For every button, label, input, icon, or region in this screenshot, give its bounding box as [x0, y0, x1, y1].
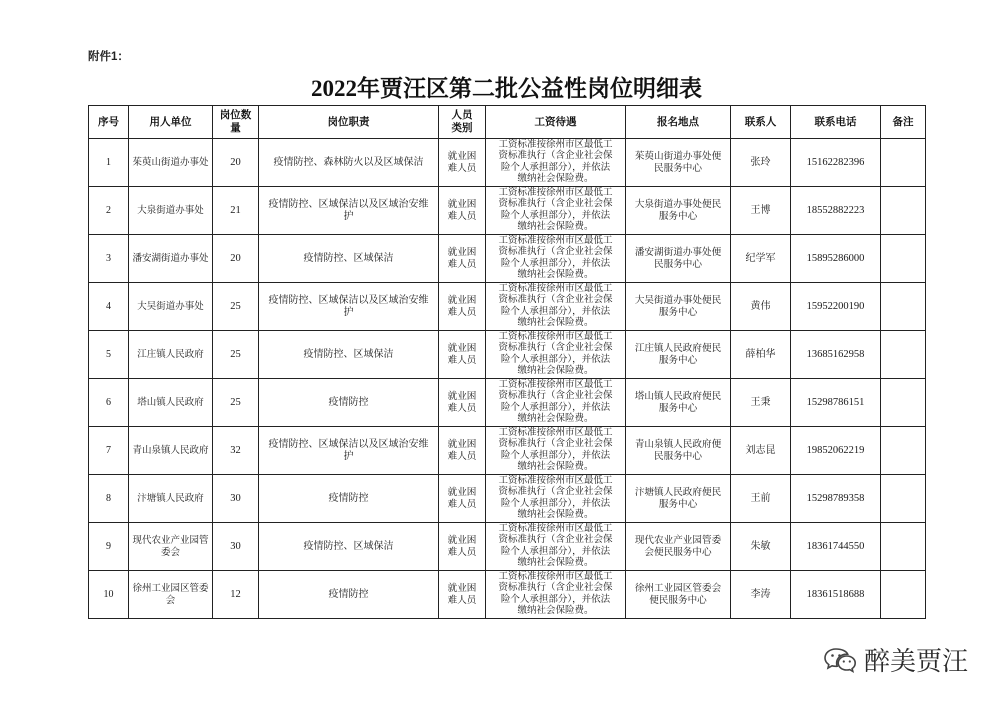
- phone-cell: 19852062219: [791, 427, 881, 475]
- duties-cell: 疫情防控: [259, 475, 439, 523]
- category-cell: 就业困难人员: [439, 139, 486, 187]
- header-salary: 工资待遇: [486, 106, 626, 139]
- header-no: 序号: [89, 106, 129, 139]
- employer-cell: 现代农业产业园管委会: [129, 523, 213, 571]
- watermark: [824, 646, 968, 676]
- row-number: 8: [89, 475, 129, 523]
- contact-cell: 黄伟: [731, 283, 791, 331]
- contact-cell: 李涛: [731, 571, 791, 619]
- header-positions: 岗位数量: [213, 106, 259, 139]
- phone-cell: 15298786151: [791, 379, 881, 427]
- employer-cell: 大泉街道办事处: [129, 187, 213, 235]
- position-count-cell: 32: [213, 427, 259, 475]
- employer-cell: 江庄镇人民政府: [129, 331, 213, 379]
- category-cell: 就业困难人员: [439, 475, 486, 523]
- salary-cell: 工资标准按徐州市区最低工资标准执行（含企业社会保险个人承担部分），并依法缴纳社会保险费。: [486, 235, 626, 283]
- row-number: 6: [89, 379, 129, 427]
- table-row: [89, 283, 926, 331]
- remark-cell: [881, 571, 926, 619]
- category-cell: 就业困难人员: [439, 523, 486, 571]
- salary-cell: 工资标准按徐州市区最低工资标准执行（含企业社会保险个人承担部分），并依法缴纳社会保险费。: [486, 187, 626, 235]
- row-number: 1: [89, 139, 129, 187]
- employer-cell: 塔山镇人民政府: [129, 379, 213, 427]
- position-count-cell: 20: [213, 139, 259, 187]
- category-cell: 就业困难人员: [439, 571, 486, 619]
- position-count-cell: 30: [213, 523, 259, 571]
- phone-cell: 13685162958: [791, 331, 881, 379]
- remark-cell: [881, 283, 926, 331]
- table-row: [89, 571, 926, 619]
- header-contact: 联系人: [731, 106, 791, 139]
- category-cell: 就业困难人员: [439, 235, 486, 283]
- location-cell: 塔山镇人民政府便民服务中心: [626, 379, 731, 427]
- category-cell: 就业困难人员: [439, 283, 486, 331]
- salary-cell: 工资标准按徐州市区最低工资标准执行（含企业社会保险个人承担部分），并依法缴纳社会保险费。: [486, 571, 626, 619]
- remark-cell: [881, 475, 926, 523]
- salary-cell: 工资标准按徐州市区最低工资标准执行（含企业社会保险个人承担部分），并依法缴纳社会保险费。: [486, 523, 626, 571]
- table-header-row: [89, 106, 926, 139]
- duties-cell: 疫情防控、森林防火以及区域保洁: [259, 139, 439, 187]
- phone-cell: 15895286000: [791, 235, 881, 283]
- contact-cell: 王博: [731, 187, 791, 235]
- duties-cell: 疫情防控、区域保洁: [259, 523, 439, 571]
- remark-cell: [881, 427, 926, 475]
- remark-cell: [881, 331, 926, 379]
- contact-cell: 张玲: [731, 139, 791, 187]
- document-title: 2022年贾汪区第二批公益性岗位明细表: [311, 76, 702, 101]
- table-row: [89, 523, 926, 571]
- location-cell: 大泉街道办事处便民服务中心: [626, 187, 731, 235]
- remark-cell: [881, 187, 926, 235]
- row-number: 4: [89, 283, 129, 331]
- remark-cell: [881, 139, 926, 187]
- duties-cell: 疫情防控: [259, 379, 439, 427]
- employer-cell: 潘安湖街道办事处: [129, 235, 213, 283]
- employer-cell: 徐州工业园区管委会: [129, 571, 213, 619]
- contact-cell: 王前: [731, 475, 791, 523]
- header-employer: 用人单位: [129, 106, 213, 139]
- positions-table: [88, 105, 926, 619]
- salary-cell: 工资标准按徐州市区最低工资标准执行（含企业社会保险个人承担部分），并依法缴纳社会保险费。: [486, 139, 626, 187]
- salary-cell: 工资标准按徐州市区最低工资标准执行（含企业社会保险个人承担部分），并依法缴纳社会保险费。: [486, 427, 626, 475]
- location-cell: 现代农业产业园管委会便民服务中心: [626, 523, 731, 571]
- table-row: [89, 235, 926, 283]
- table-row: [89, 139, 926, 187]
- watermark-text: 醉美贾汪: [864, 646, 969, 676]
- contact-cell: 薛柏华: [731, 331, 791, 379]
- duties-cell: 疫情防控、区域保洁以及区域治安维护: [259, 427, 439, 475]
- location-cell: 茱萸山街道办事处便民服务中心: [626, 139, 731, 187]
- header-location: 报名地点: [626, 106, 731, 139]
- category-cell: 就业困难人员: [439, 331, 486, 379]
- category-cell: 就业困难人员: [439, 187, 486, 235]
- employer-cell: 大吴街道办事处: [129, 283, 213, 331]
- table-row: [89, 187, 926, 235]
- table-row: [89, 379, 926, 427]
- phone-cell: 18361744550: [791, 523, 881, 571]
- header-remark: 备注: [881, 106, 926, 139]
- remark-cell: [881, 235, 926, 283]
- category-cell: 就业困难人员: [439, 427, 486, 475]
- category-cell: 就业困难人员: [439, 379, 486, 427]
- duties-cell: 疫情防控、区域保洁以及区域治安维护: [259, 283, 439, 331]
- table-row: [89, 475, 926, 523]
- location-cell: 青山泉镇人民政府便民服务中心: [626, 427, 731, 475]
- position-count-cell: 21: [213, 187, 259, 235]
- contact-cell: 纪学军: [731, 235, 791, 283]
- location-cell: 江庄镇人民政府便民服务中心: [626, 331, 731, 379]
- duties-cell: 疫情防控、区域保洁: [259, 235, 439, 283]
- position-count-cell: 12: [213, 571, 259, 619]
- employer-cell: 茱萸山街道办事处: [129, 139, 213, 187]
- row-number: 9: [89, 523, 129, 571]
- location-cell: 大吴街道办事处便民服务中心: [626, 283, 731, 331]
- attachment-label: 附件1：: [88, 51, 129, 63]
- phone-cell: 15952200190: [791, 283, 881, 331]
- phone-cell: 18552882223: [791, 187, 881, 235]
- remark-cell: [881, 523, 926, 571]
- salary-cell: 工资标准按徐州市区最低工资标准执行（含企业社会保险个人承担部分），并依法缴纳社会保险费。: [486, 475, 626, 523]
- contact-cell: 刘志昆: [731, 427, 791, 475]
- duties-cell: 疫情防控、区域保洁: [259, 331, 439, 379]
- phone-cell: 15298789358: [791, 475, 881, 523]
- position-count-cell: 25: [213, 379, 259, 427]
- phone-cell: 15162282396: [791, 139, 881, 187]
- position-count-cell: 25: [213, 283, 259, 331]
- location-cell: 汴塘镇人民政府便民服务中心: [626, 475, 731, 523]
- position-count-cell: 20: [213, 235, 259, 283]
- remark-cell: [881, 379, 926, 427]
- employer-cell: 青山泉镇人民政府: [129, 427, 213, 475]
- position-count-cell: 30: [213, 475, 259, 523]
- row-number: 7: [89, 427, 129, 475]
- table-row: [89, 331, 926, 379]
- duties-cell: 疫情防控: [259, 571, 439, 619]
- row-number: 10: [89, 571, 129, 619]
- header-category: 人员类别: [439, 106, 486, 139]
- employer-cell: 汴塘镇人民政府: [129, 475, 213, 523]
- phone-cell: 18361518688: [791, 571, 881, 619]
- wechat-icon: [824, 647, 856, 675]
- row-number: 3: [89, 235, 129, 283]
- table-row: [89, 427, 926, 475]
- salary-cell: 工资标准按徐州市区最低工资标准执行（含企业社会保险个人承担部分），并依法缴纳社会保险费。: [486, 331, 626, 379]
- position-count-cell: 25: [213, 331, 259, 379]
- header-duties: 岗位职责: [259, 106, 439, 139]
- row-number: 5: [89, 331, 129, 379]
- salary-cell: 工资标准按徐州市区最低工资标准执行（含企业社会保险个人承担部分），并依法缴纳社会保险费。: [486, 283, 626, 331]
- salary-cell: 工资标准按徐州市区最低工资标准执行（含企业社会保险个人承担部分），并依法缴纳社会保险费。: [486, 379, 626, 427]
- location-cell: 徐州工业园区管委会便民服务中心: [626, 571, 731, 619]
- location-cell: 潘安湖街道办事处便民服务中心: [626, 235, 731, 283]
- contact-cell: 朱敏: [731, 523, 791, 571]
- duties-cell: 疫情防控、区域保洁以及区域治安维护: [259, 187, 439, 235]
- contact-cell: 王秉: [731, 379, 791, 427]
- row-number: 2: [89, 187, 129, 235]
- header-phone: 联系电话: [791, 106, 881, 139]
